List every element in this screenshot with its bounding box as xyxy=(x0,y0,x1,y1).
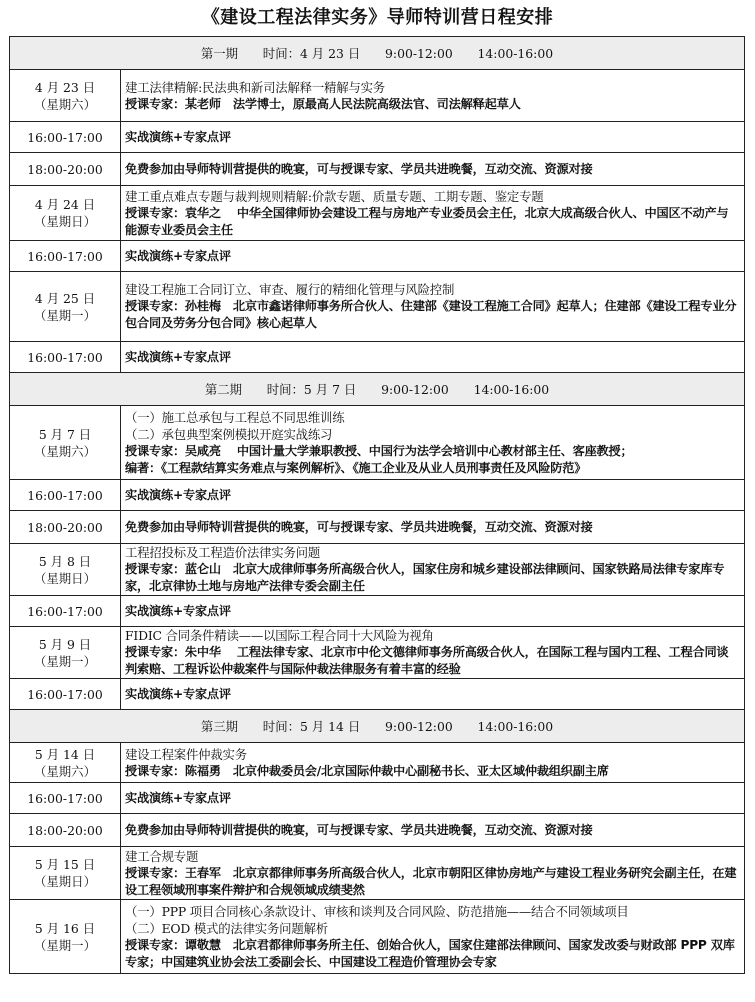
date-text: 16:00-17:00 xyxy=(27,487,103,503)
content-cell xyxy=(121,900,745,974)
course-topic: （二）承包典型案例模拟开庭实战练习 xyxy=(125,426,333,442)
date-text: 5 月 14 日 xyxy=(34,746,96,762)
schedule-row xyxy=(10,153,745,186)
weekday-text: （星期六） xyxy=(34,763,96,779)
page-title: 《建设工程法律实务》导师特训营日程安排 xyxy=(201,7,554,28)
course-detail: 实战演练+专家点评 xyxy=(125,603,231,618)
date-cell xyxy=(10,544,121,596)
date-cell xyxy=(10,70,121,122)
date-text: 5 月 9 日 xyxy=(38,636,92,652)
course-detail: 授课专家：蓝仑山 北京大成律师事务所高级合伙人，国家住房和城乡建设部法律顾问、国家铁路局法律专家库专家，北京律协土地与房地产法律专委会副主任 xyxy=(125,562,725,593)
schedule-table xyxy=(9,36,745,974)
course-detail: 授课专家：谭敬慧 北京君都律师事务所主任、创始合伙人，国家住建部法律顾问、国家发改委与财政部 PPP 双库专家；中国建筑业协会法工委副会长、中国建设工程造价管理协会专家 xyxy=(125,937,735,969)
phase-header-text: 第三期 时间：5 月 14 日 9:00-12:00 14:00-16:00 xyxy=(200,718,554,734)
date-cell xyxy=(10,743,121,783)
content-cell xyxy=(121,814,745,847)
schedule-row xyxy=(10,627,745,679)
content-cell xyxy=(121,122,745,153)
weekday-text: （星期日） xyxy=(34,214,96,229)
course-topic: （一）施工总承包与工程总不同思维训练 xyxy=(125,409,345,425)
course-detail: 实战演练+专家点评 xyxy=(125,349,231,364)
schedule-row xyxy=(10,596,745,627)
date-cell xyxy=(10,241,121,272)
weekday-text: （星期一） xyxy=(34,653,96,669)
weekday-text: （星期一） xyxy=(34,937,96,953)
phase-header xyxy=(10,373,745,406)
course-detail: 实战演练+专家点评 xyxy=(125,129,231,144)
weekday-text: （星期六） xyxy=(34,96,96,112)
schedule-row xyxy=(10,241,745,272)
schedule-row xyxy=(10,70,745,122)
schedule-row xyxy=(10,406,745,480)
course-topic: 建工法律精解:民法典和新司法解释一精解与实务 xyxy=(125,79,385,95)
phase-header-row xyxy=(10,710,745,743)
content-cell xyxy=(121,186,745,241)
schedule-row xyxy=(10,342,745,373)
course-topic: （二）EOD 模式的法律实务问题解析 xyxy=(125,920,328,936)
date-cell xyxy=(10,783,121,814)
schedule-row xyxy=(10,900,745,974)
course-detail: 授课专家：朱中华 工程法律专家、北京市中伦文德律师事务所高级合伙人，在国际工程与国内工程、工程合同谈判索赔、工程诉讼仲裁案件与国际仲裁法律服务有着丰富的经验 xyxy=(125,645,729,676)
schedule-row xyxy=(10,679,745,710)
weekday-text: （星期一） xyxy=(34,307,96,323)
content-cell xyxy=(121,783,745,814)
date-text: 16:00-17:00 xyxy=(27,603,103,619)
course-topic: FIDIC 合同条件精读——以国际工程合同十大风险为视角 xyxy=(125,628,434,643)
content-cell xyxy=(121,544,745,596)
date-cell xyxy=(10,480,121,511)
date-text: 16:00-17:00 xyxy=(27,248,103,264)
course-topic: 建工重点难点专题与裁判规则精解:价款专题、质量专题、工期专题、鉴定专题 xyxy=(125,188,544,204)
date-cell xyxy=(10,342,121,373)
date-cell xyxy=(10,511,121,544)
date-text: 5 月 16 日 xyxy=(34,920,96,936)
course-detail: 实战演练+专家点评 xyxy=(125,686,231,701)
date-text: 4 月 24 日 xyxy=(34,197,96,212)
content-cell xyxy=(121,596,745,627)
date-cell xyxy=(10,847,121,900)
date-cell xyxy=(10,153,121,186)
schedule-row xyxy=(10,122,745,153)
schedule-row xyxy=(10,511,745,544)
course-detail: 实战演练+专家点评 xyxy=(125,248,231,263)
content-cell xyxy=(121,241,745,272)
content-cell xyxy=(121,70,745,122)
content-cell xyxy=(121,272,745,342)
date-text: 18:00-20:00 xyxy=(27,822,103,838)
course-detail: 实战演练+专家点评 xyxy=(125,790,231,805)
course-topic: （一）PPP 项目合同核心条款设计、审核和谈判及合同风险、防范措施——结合不同领域项目 xyxy=(125,903,629,919)
date-text: 5 月 7 日 xyxy=(38,426,92,442)
date-cell xyxy=(10,186,121,241)
content-cell xyxy=(121,627,745,679)
schedule-row xyxy=(10,186,745,241)
course-detail: 授课专家：吴咸亮 中国计量大学兼职教授、中国行为法学会培训中心教材部主任、客座教授； xyxy=(125,443,633,458)
course-detail: 免费参加由导师特训营提供的晚宴，可与授课专家、学员共进晚餐，互动交流、资源对接 xyxy=(125,161,593,176)
course-topic: 建设工程施工合同订立、审查、履行的精细化管理与风险控制 xyxy=(125,282,455,297)
schedule-row xyxy=(10,814,745,847)
date-cell xyxy=(10,900,121,974)
schedule-row xyxy=(10,480,745,511)
course-detail: 免费参加由导师特训营提供的晚宴，可与授课专家、学员共进晚餐，互动交流、资源对接 xyxy=(125,519,593,534)
content-cell xyxy=(121,679,745,710)
course-detail: 授课专家：孙桂梅 北京市鑫诺律师事务所合伙人、住建部《建设工程施工合同》起草人；住建部《建设工程专业分包合同及劳务分包合同》核心起草人 xyxy=(125,299,737,330)
schedule-row xyxy=(10,847,745,900)
course-detail: 授课专家：某老师 法学博士，原最高人民法院高级法官、司法解释起草人 xyxy=(125,96,521,111)
content-cell xyxy=(121,511,745,544)
phase-header xyxy=(10,710,745,743)
date-text: 16:00-17:00 xyxy=(27,686,103,702)
content-cell xyxy=(121,153,745,186)
content-cell xyxy=(121,743,745,783)
date-cell xyxy=(10,679,121,710)
schedule-row xyxy=(10,544,745,596)
date-text: 5 月 8 日 xyxy=(38,553,92,569)
phase-header xyxy=(10,37,745,70)
course-detail: 授课专家：袁华之 中华全国律师协会建设工程与房地产专业委员会主任，北京大成高级合伙人、中国区不动产与能源专业委员会主任 xyxy=(125,205,729,237)
content-cell xyxy=(121,342,745,373)
date-text: 16:00-17:00 xyxy=(27,790,103,806)
course-topic: 工程招投标及工程造价法律实务问题 xyxy=(125,545,321,560)
schedule-row xyxy=(10,743,745,783)
phase-header-text: 第二期 时间：5 月 7 日 9:00-12:00 14:00-16:00 xyxy=(204,381,550,397)
date-cell xyxy=(10,272,121,342)
date-text: 16:00-17:00 xyxy=(27,129,103,145)
date-text: 4 月 25 日 xyxy=(34,290,96,306)
phase-header-text: 第一期 时间：4 月 23 日 9:00-12:00 14:00-16:00 xyxy=(200,45,554,61)
date-text: 16:00-17:00 xyxy=(27,349,103,365)
date-text: 5 月 15 日 xyxy=(34,857,96,872)
course-topic: 建工合规专题 xyxy=(125,848,199,864)
schedule-row xyxy=(10,272,745,342)
content-cell xyxy=(121,847,745,900)
date-cell xyxy=(10,596,121,627)
date-cell xyxy=(10,814,121,847)
date-text: 4 月 23 日 xyxy=(34,79,96,95)
weekday-text: （星期日） xyxy=(34,570,96,586)
course-detail: 实战演练+专家点评 xyxy=(125,487,231,502)
weekday-text: （星期六） xyxy=(34,443,96,459)
date-cell xyxy=(10,406,121,480)
date-cell xyxy=(10,122,121,153)
course-detail: 编著：《工程款结算实务难点与案例解析》、《施工企业及从业人员刑事责任及风险防范》 xyxy=(125,460,587,475)
content-cell xyxy=(121,480,745,511)
content-cell xyxy=(121,406,745,480)
schedule-row xyxy=(10,783,745,814)
date-text: 18:00-20:00 xyxy=(27,519,103,535)
course-detail: 免费参加由导师特训营提供的晚宴，可与授课专家、学员共进晚餐，互动交流、资源对接 xyxy=(125,822,593,837)
weekday-text: （星期日） xyxy=(34,874,96,889)
course-detail: 授课专家：王春军 北京京都律师事务所高级合伙人，北京市朝阳区律协房地产与建设工程业务研究会副主任，在建设工程领域刑事案件辩护和合规领域成绩斐然 xyxy=(125,865,737,897)
course-topic: 建设工程案件仲裁实务 xyxy=(125,746,247,762)
phase-header-row xyxy=(10,373,745,406)
course-detail: 授课专家：陈福勇 北京仲裁委员会/北京国际仲裁中心副秘书长、亚太区域仲裁组织副主席 xyxy=(125,763,609,778)
date-text: 18:00-20:00 xyxy=(27,161,103,177)
phase-header-row xyxy=(10,37,745,70)
date-cell xyxy=(10,627,121,679)
